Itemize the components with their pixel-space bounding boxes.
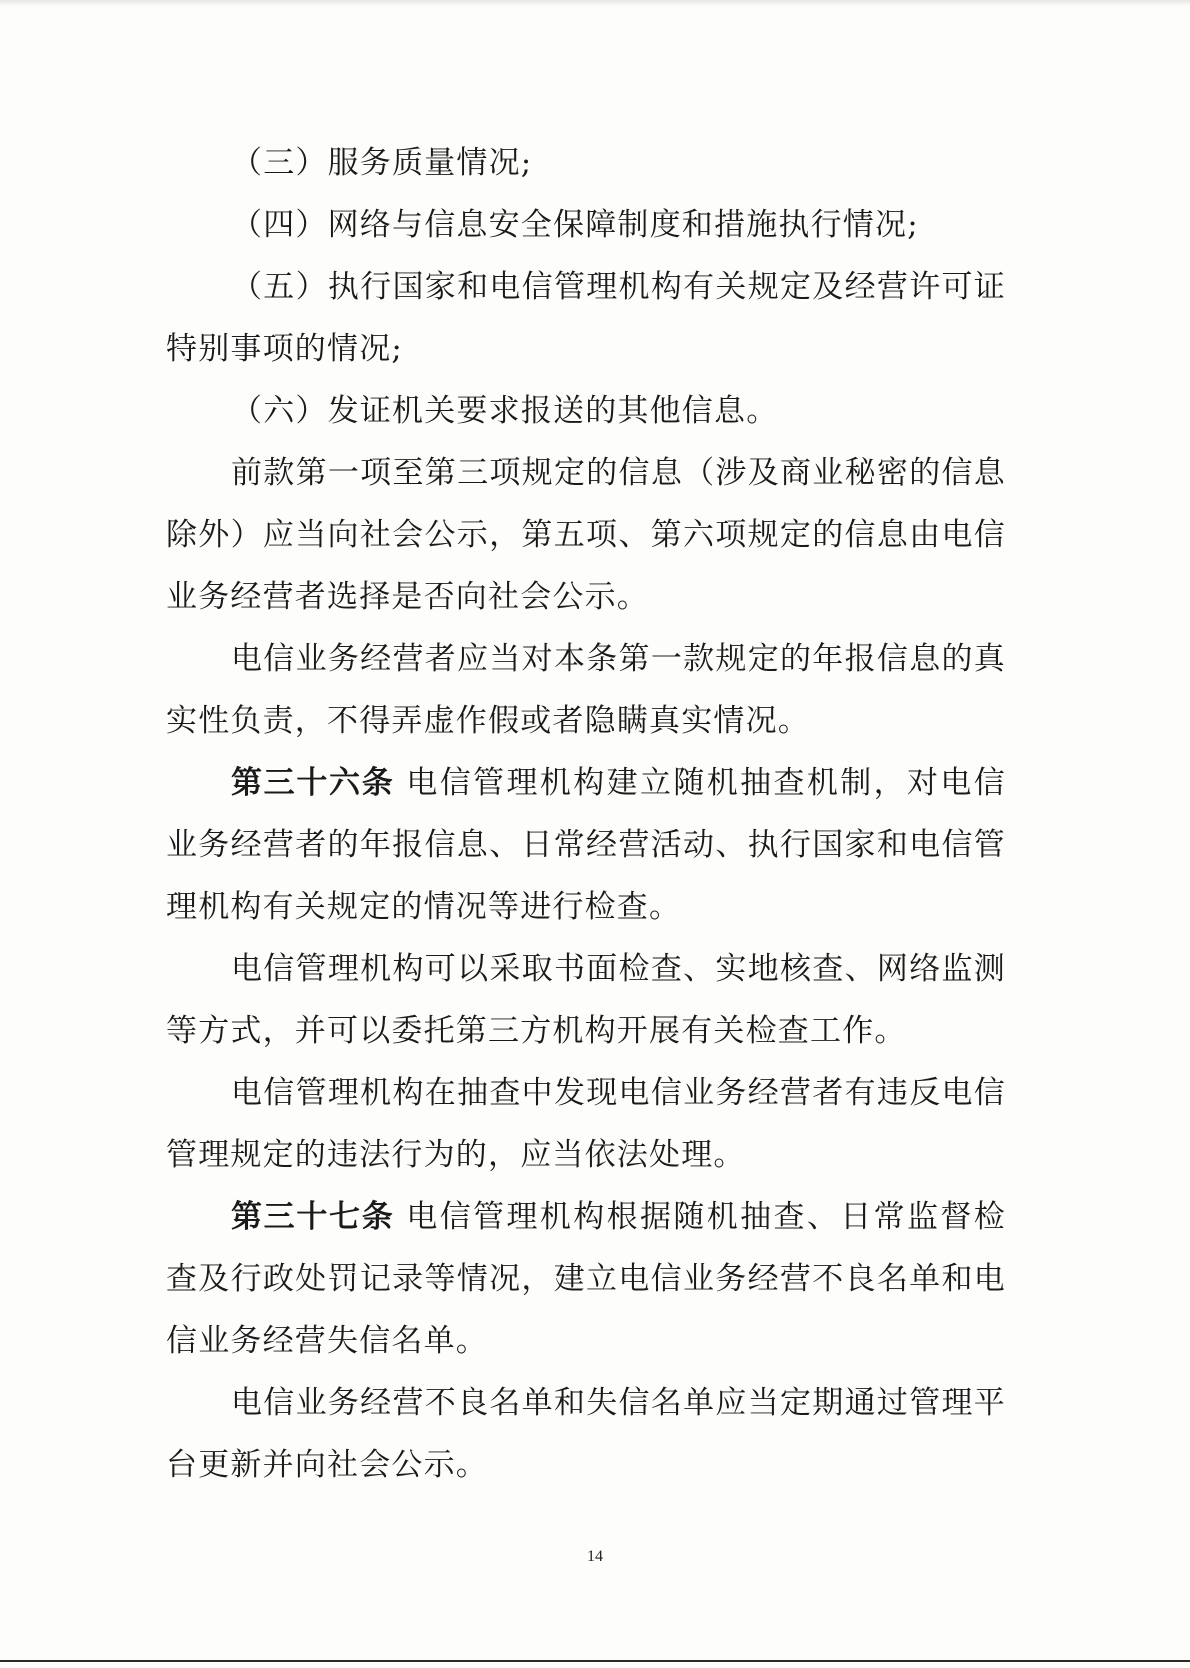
paragraph-text: 电信管理机构根据随机抽查、日常监督检查及行政处罚记录等情况，建立电信业务经营不良名单和电信业务经营失信名单。 (166, 1199, 1006, 1359)
paragraph-text: （三）服务质量情况; (231, 145, 533, 181)
article-label: 第三十七条 (231, 1199, 395, 1235)
paragraph-item-6 (166, 380, 1006, 442)
paragraph-text: （四）网络与信息安全保障制度和措施执行情况; (231, 207, 919, 243)
article-label: 第三十六条 (231, 765, 395, 801)
paragraph-publicity (166, 442, 1006, 628)
paragraph-text: 电信业务经营不良名单和失信名单应当定期通过管理平台更新并向社会公示。 (166, 1385, 1006, 1483)
paragraph-text: 电信管理机构在抽查中发现电信业务经营者有违反电信管理规定的违法行为的，应当依法处理。 (166, 1075, 1006, 1173)
page-number: 14 (587, 1548, 603, 1565)
paragraph-authenticity (166, 628, 1006, 752)
document-body (166, 132, 1006, 1496)
paragraph-text: 电信管理机构建立随机抽查机制，对电信业务经营者的年报信息、日常经营活动、执行国家和电信管理机构有关规定的情况等进行检查。 (166, 765, 1006, 925)
paragraph-text: 电信管理机构可以采取书面检查、实地核查、网络监测等方式，并可以委托第三方机构开展有关检查工作。 (166, 951, 1006, 1049)
article-36 (166, 752, 1006, 938)
paragraph-text: （五）执行国家和电信管理机构有关规定及经营许可证特别事项的情况; (166, 269, 1006, 367)
paragraph-inspection-methods (166, 938, 1006, 1062)
paragraph-text: 前款第一项至第三项规定的信息（涉及商业秘密的信息除外）应当向社会公示，第五项、第六项规定的信息由电信业务经营者选择是否向社会公示。 (166, 455, 1006, 615)
paragraph-text: 电信业务经营者应当对本条第一款规定的年报信息的真实性负责，不得弄虚作假或者隐瞒真实情况。 (166, 641, 1006, 739)
scan-bottom-edge (0, 1660, 1190, 1662)
paragraph-list-publication (166, 1372, 1006, 1496)
paragraph-text: （六）发证机关要求报送的其他信息。 (231, 393, 779, 429)
paragraph-violation-handling (166, 1062, 1006, 1186)
article-37 (166, 1186, 1006, 1372)
paragraph-item-5 (166, 256, 1006, 380)
paragraph-item-3 (166, 132, 1006, 194)
scan-top-edge (0, 0, 1190, 6)
paragraph-item-4 (166, 194, 1006, 256)
